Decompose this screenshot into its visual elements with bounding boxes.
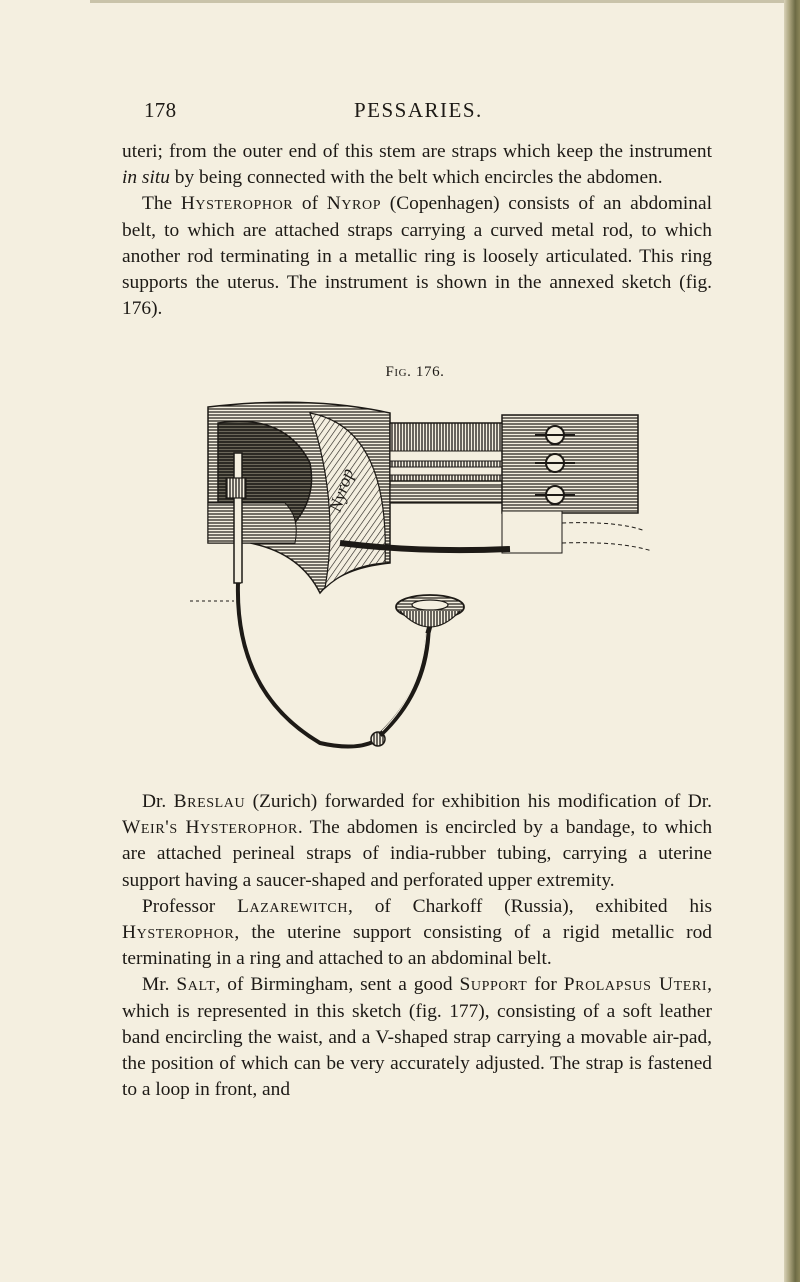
small-caps-term: Hysterophor	[122, 922, 235, 944]
text-block-bottom	[122, 789, 712, 1103]
page-top-edge	[90, 0, 800, 3]
figure-caption: Fig. 176.	[385, 364, 445, 380]
strap-tail-1	[562, 523, 645, 531]
belt-inscription: Nyrop	[324, 465, 358, 515]
small-caps-name: Lazarewitch	[237, 895, 349, 917]
page-spine-edge	[784, 0, 800, 1282]
lower-pad-shape	[208, 503, 296, 543]
belt-tab	[502, 511, 562, 553]
small-caps-term: Prolapsus Uteri	[563, 974, 708, 996]
small-caps-term: Support	[459, 974, 528, 996]
buckle-clasp	[226, 478, 246, 498]
small-caps-name: Nyrop	[326, 193, 382, 215]
running-title: PESSARIES.	[354, 98, 483, 122]
figure-hysterophor-illustration	[190, 393, 660, 755]
curved-metal-rod	[238, 583, 375, 747]
paragraph-continuation: uteri; from the outer end of this stem are straps which keep the instrument in situ by being connected with the belt which encircles the abdomen.	[122, 141, 712, 189]
upright-rod	[380, 618, 432, 735]
paragraph-lazarewitch: Professor Lazarewitch, of Charkoff (Russia), exhibited his Hysterophor, the uterine support consisting of a rigid metallic rod terminating in a ring and attached to an abdominal belt.	[122, 895, 712, 970]
small-caps-name: Salt	[176, 974, 216, 996]
ring-opening	[412, 600, 448, 610]
text-block-top	[122, 139, 712, 322]
vertical-buckle-bar	[234, 453, 242, 583]
italic-phrase: in situ	[122, 167, 170, 189]
strap-stripe-2	[390, 467, 505, 475]
paragraph-salt: Mr. Salt, of Birmingham, sent a good Support for Prolapsus Uteri, which is represented in this sketch (fig. 177), consisting of a soft leather band encircling the waist, and a V-shaped strap carrying a movable air-pad, the position of which can be very accurately adjusted. The strap is fastened to a loop in front, and	[122, 974, 712, 1101]
rod-highlight	[242, 583, 375, 742]
paragraph-nyrop: The Hysterophor of Nyrop (Copenhagen) consists of an abdominal belt, to which are attached straps carrying a curved metal rod, to which another rod terminating in a metallic ring is loosely articulated. This ring supports the uterus. The instrument is shown in the annexed sketch (fig. 176).	[122, 193, 712, 320]
small-caps-name: Breslau	[173, 791, 246, 812]
page-header	[144, 98, 704, 128]
page-number: 178	[144, 98, 177, 122]
ring-cup	[400, 611, 460, 627]
small-caps-term: Hysterophor	[180, 193, 294, 215]
strap-stripe-1	[390, 451, 505, 461]
strap-tail-2	[562, 543, 652, 551]
strap-band-lower	[390, 485, 505, 503]
hysterophor-engraving	[190, 393, 660, 755]
paragraph-breslau: Dr. Breslau (Zurich) forwarded for exhibition his modification of Dr. Weir's Hysterophor. The abdomen is encircled by a bandage, to which are attached perineal straps of india-rubber tubing, carrying a uterine support having a saucer-shaped and perforated upper extremity.	[122, 791, 713, 891]
small-caps-term: Weir's Hysterophor	[122, 817, 298, 839]
